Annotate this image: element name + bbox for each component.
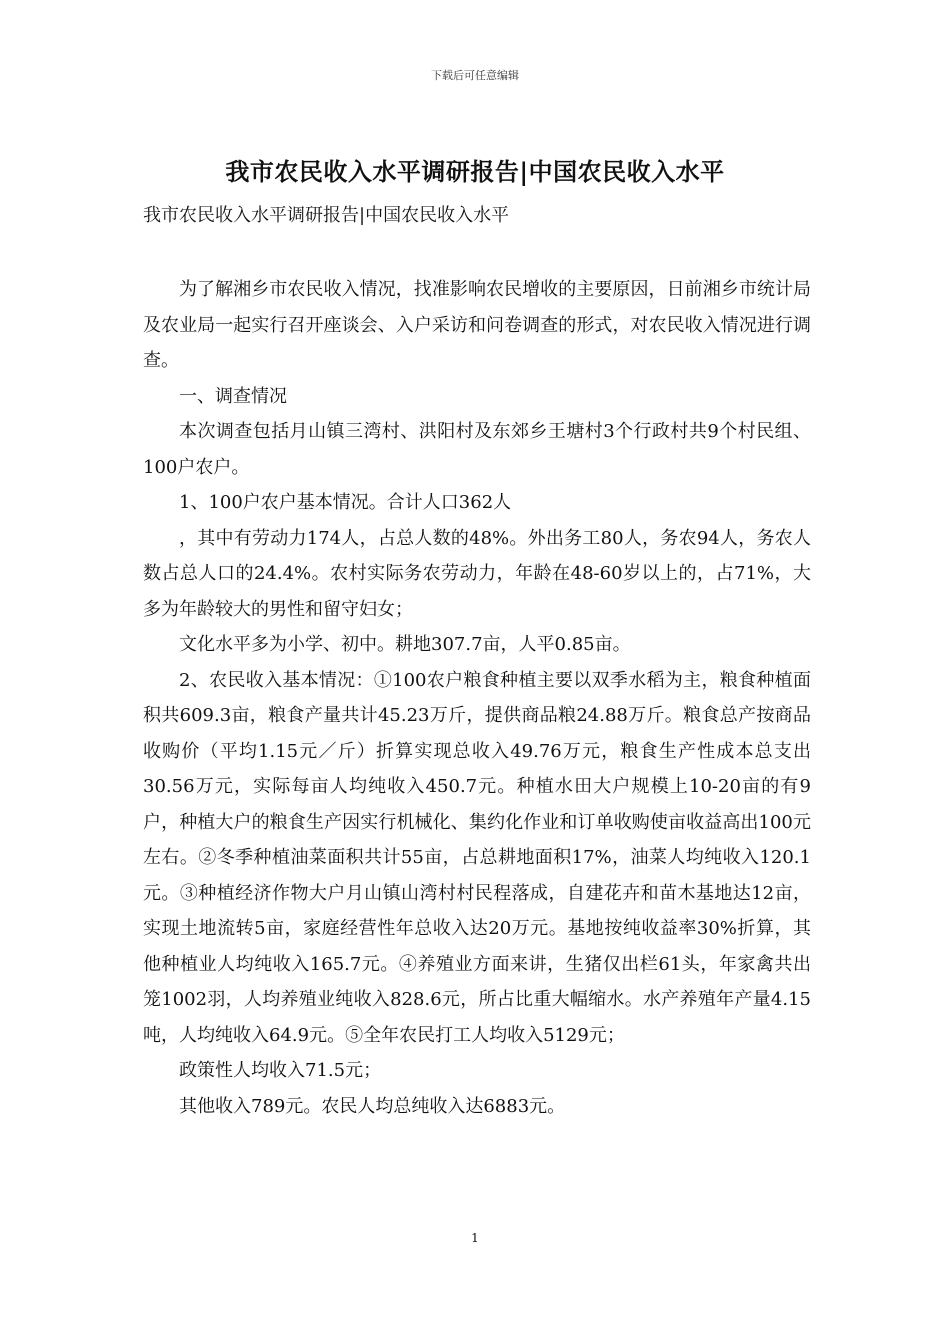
- paragraph-income: 2、农民收入基本情况：①100农户粮食种植主要以双季水稻为主，粮食种植面积共609.3亩，粮食产量共计45.23万斤，提供商品粮24.88万斤。粮食总产按商品收购价（平均1.15元／斤）折算实现总收入49.76万元，粮食生产性成本总支出30.56万元，实际每亩人均纯收入450.7元。种植水田大户规模上10-20亩的有9户，种植大户的粮食生产因实行机械化、集约化作业和订单收购使亩收益高出100元左右。②冬季种植油菜面积共计55亩，占总耕地面积17%，油菜人均纯收入120.1元。③种植经济作物大户月山镇山湾村村民程落成，自建花卉和苗木基地达12亩，实现土地流转5亩，家庭经营性年总收入达20万元。基地按纯收益率30%折算，其他种植业人均纯收入165.7元。④养殖业方面来讲，生猪仅出栏61头，年家禽共出笼1002羽，人均养殖业纯收入828.6元，所占比重大幅缩水。水产养殖年产量4.15吨，人均纯收入64.9元。⑤全年农民打工人均收入5129元；: [143, 669, 811, 1046]
- paragraph-labor: ，其中有劳动力174人，占总人数的48%。外出务工80人，务农94人，务农人数占总人口的24.4%。农村实际务农劳动力，年龄在48-60岁以上的，占71%，大多为年龄较大的男性和留守妇女；: [143, 527, 811, 620]
- document-title: 我市农民收入水平调研报告|中国农民收入水平: [225, 157, 725, 186]
- document-subtitle: 我市农民收入水平调研报告|中国农民收入水平: [143, 205, 510, 226]
- document-body: [143, 272, 811, 1124]
- paragraph-intro: 为了解湘乡市农民收入情况，找准影响农民增收的主要原因，日前湘乡市统计局及农业局一起实行召开座谈会、入户采访和问卷调查的形式，对农民收入情况进行调查。: [143, 279, 811, 371]
- page-number: 1: [471, 1231, 479, 1245]
- paragraph-policy-income: 政策性人均收入71.5元；: [179, 1060, 382, 1081]
- paragraph-other-income: 其他收入789元。农民人均总纯收入达6883元。: [179, 1095, 566, 1117]
- paragraph-education-land: 文化水平多为小学、初中。耕地307.7亩，人平0.85亩。: [179, 634, 631, 655]
- paragraph-households: 1、100户农户基本情况。合计人口362人: [179, 492, 512, 513]
- paragraph-scope: 本次调查包括月山镇三湾村、洪阳村及东郊乡王塘村3个行政村共9个村民组、100户农户。: [143, 421, 811, 478]
- page-header-note: 下载后可任意编辑: [431, 69, 519, 82]
- section-heading-survey: 一、调查情况: [179, 385, 287, 407]
